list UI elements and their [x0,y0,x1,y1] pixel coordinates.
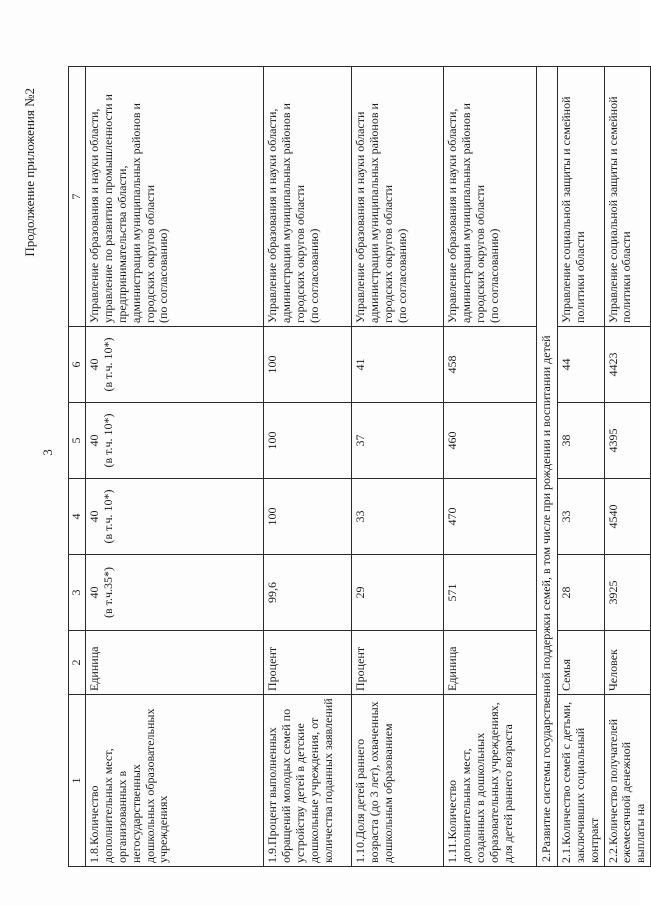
cell-text: Управление образования и науки области, администрации муниципальных районов и городских округов области (по согласованию) [444,103,501,323]
cell-indicator [351,695,443,867]
cell-text: 40 (в т.ч. 10*) [86,337,115,392]
cell-text: Процент [264,646,279,691]
cell-executor [443,67,536,327]
cell-text: 28 [558,586,573,599]
section2-rows [557,67,650,867]
cell-v4 [443,479,536,555]
cell-v6 [443,327,536,403]
cell-indicator [443,695,536,867]
col-header-6: 6 [69,327,86,403]
cell-text: 33 [558,510,573,523]
table-row [85,67,263,867]
cell-text: 100 [264,355,279,374]
cell-text: Управление социальной защиты и семейной политики области [605,96,634,323]
cell-unit [263,631,351,695]
cell-executor [85,67,263,327]
cell-text: 29 [352,586,367,599]
cell-v5 [85,403,263,479]
cell-v5 [604,403,651,479]
cell-indicator [85,695,263,867]
cell-text: Человек [605,649,620,691]
cell-text: Управление образования и науки области администрации муниципальных районов и городских округов области (по согласованию) [352,103,409,323]
cell-text: 40 (в т.ч. 10*) [86,413,115,468]
col-header-3: 3 [69,555,86,631]
cell-v6 [351,327,443,403]
cell-text: 2.1.Количество семей с детьми, заключивших социальный контракт [558,701,601,863]
cell-unit [443,631,536,695]
cell-text: 100 [264,431,279,450]
cell-v4 [263,479,351,555]
col-header-7: 7 [69,67,86,327]
cell-text: Процент [352,646,367,691]
cell-text: 99,6 [264,582,279,603]
cell-v5 [351,403,443,479]
cell-v3 [351,555,443,631]
cell-text: 38 [558,434,573,447]
cell-indicator [557,695,604,867]
cell-text: 40 (в т.ч. 10*) [86,489,115,544]
cell-executor [263,67,351,327]
cell-executor [351,67,443,327]
cell-v6 [263,327,351,403]
cell-text: 41 [352,358,367,371]
cell-text: Управление образования и науки области, администрации муниципальных районов и городских округов области (по согласованию) [264,103,321,323]
cell-text: 571 [444,583,459,602]
cell-text: 3925 [605,580,620,605]
section1-rows [85,67,536,867]
cell-text: 458 [444,355,459,374]
cell-text: 37 [352,434,367,447]
cell-indicator [263,695,351,867]
cell-text: Единица [444,646,459,691]
cell-text: 4540 [605,504,620,529]
cell-text: 33 [352,510,367,523]
cell-v5 [263,403,351,479]
cell-v3 [443,555,536,631]
indicators-table [68,66,651,867]
header-row [69,67,86,867]
cell-v6 [557,327,604,403]
cell-text: 44 [558,358,573,371]
cell-executor [557,67,604,327]
cell-v6 [604,327,651,403]
cell-text: 1.11.Количество дополнительных мест, созданных в дошкольных образовательных учреждениях, для детей раннего возраста [444,702,515,863]
cell-text: 470 [444,507,459,526]
cell-v4 [85,479,263,555]
page-number: 3 [40,449,55,456]
appendix-continuation: Продолжение приложения №2 [22,88,37,257]
cell-text: 1.9.Процент выполненных обращений молодых семей по устройству детей в детские дошкольные учреждения, от количества поданных заявлений [264,698,335,863]
cell-executor [604,67,651,327]
col-header-4: 4 [69,479,86,555]
cell-v4 [557,479,604,555]
cell-text: 1.8.Количество дополнительных мест, организованных в негосударственных дошкольных образовательных учреждениях [86,708,171,863]
cell-text: Единица [86,646,101,691]
cell-v3 [604,555,651,631]
cell-unit [604,631,651,695]
section-2-header [536,67,557,867]
cell-v3 [557,555,604,631]
cell-text: 100 [264,507,279,526]
cell-v3 [85,555,263,631]
cell-text: Управление социальной защиты и семейной политики области [558,96,587,323]
cell-text: 460 [444,431,459,450]
cell-text: Управление образования и науки области, управление по развитию промышленности и предпринимательства области, администрации муниципальных районов и городских округов области (по согласованию) [86,94,171,323]
cell-v4 [604,479,651,555]
col-header-1: 1 [69,695,86,867]
table-row [604,67,651,867]
table-row [263,67,351,867]
cell-v4 [351,479,443,555]
cell-text: Семья [558,658,573,691]
table-row [557,67,604,867]
cell-unit [351,631,443,695]
cell-text: 4423 [605,352,620,377]
cell-v3 [263,555,351,631]
table-row [351,67,443,867]
cell-unit [557,631,604,695]
cell-text: 2.2.Количество получателей ежемесячной денежной выплаты на [605,718,648,863]
table-row [443,67,536,867]
col-header-2: 2 [69,631,86,695]
cell-v5 [443,403,536,479]
cell-text: 1.10.Доля детей раннего возраста (до 3 лет), охваченных дошкольным образованием [352,701,395,863]
cell-text: 4395 [605,428,620,453]
col-header-5: 5 [69,403,86,479]
cell-unit [85,631,263,695]
section-2-title: 2.Развитие системы государственной поддержки семей, в том числе при рождении и воспитании детей [536,67,557,867]
cell-indicator [604,695,651,867]
cell-v6 [85,327,263,403]
cell-text: 40 (в т.ч.35*) [86,566,115,619]
cell-v5 [557,403,604,479]
